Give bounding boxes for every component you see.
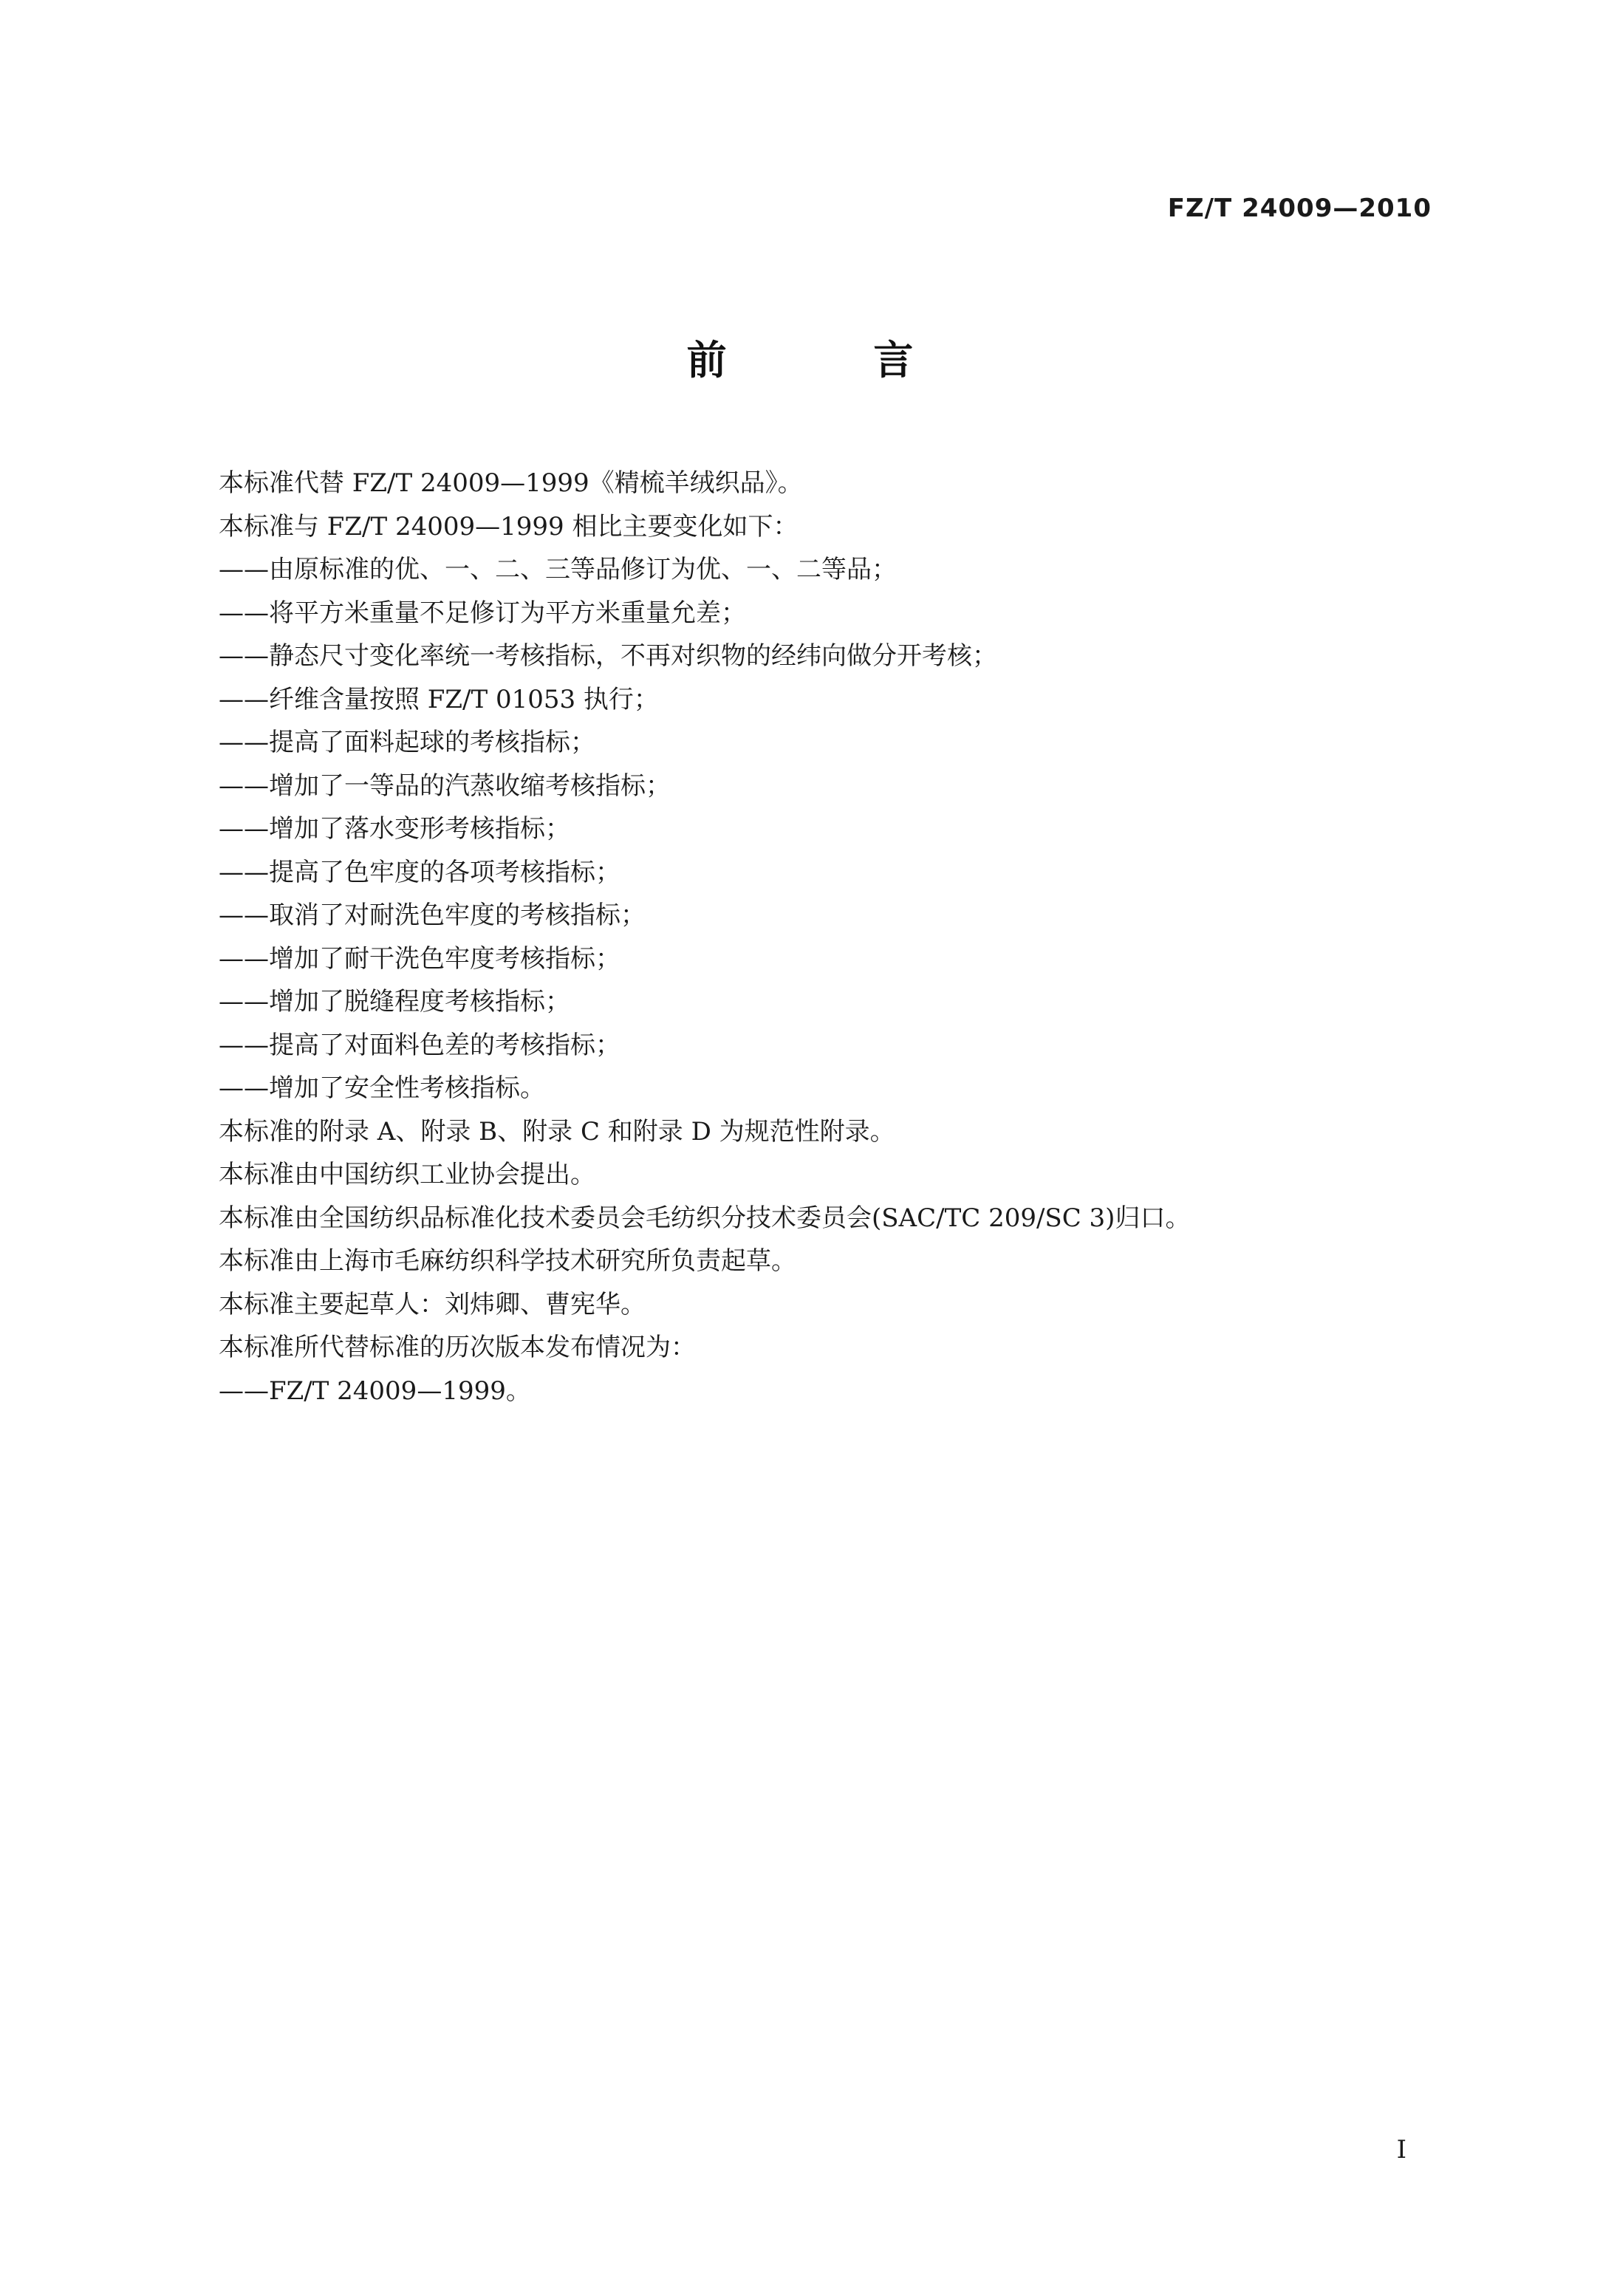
page-title: 前 言 [686, 337, 980, 383]
change-item: ——增加了安全性考核指标。 [219, 1073, 545, 1103]
paragraph: 本标准代替 FZ/T 24009—1999《精梳羊绒织品》。 [219, 468, 803, 498]
change-item: ——纤维含量按照 FZ/T 01053 执行； [219, 684, 659, 714]
change-item: ——静态尺寸变化率统一考核指标，不再对织物的经纬向做分开考核； [219, 641, 997, 671]
standard-code: FZ/T 24009—2010 [1167, 194, 1432, 223]
page-number: I [1396, 2135, 1406, 2165]
history-item: ——FZ/T 24009—1999。 [219, 1376, 531, 1406]
foreword-body [219, 462, 1445, 1412]
change-item: ——取消了对耐洗色牢度的考核指标； [219, 901, 646, 930]
paragraph: 本标准由中国纺织工业协会提出。 [219, 1160, 595, 1189]
change-item: ——由原标准的优、一、二、三等品修订为优、一、二等品； [219, 555, 897, 584]
change-item: ——提高了面料起球的考核指标； [219, 728, 595, 757]
paragraph: 本标准主要起草人：刘炜卿、曹宪华。 [219, 1289, 646, 1319]
paragraph: 本标准所代替标准的历次版本发布情况为： [219, 1333, 696, 1362]
change-item: ——增加了一等品的汽蒸收缩考核指标； [219, 771, 671, 801]
paragraph: 本标准由全国纺织品标准化技术委员会毛纺织分技术委员会(SAC/TC 209/SC 3)归口。 [219, 1203, 1191, 1233]
paragraph: 本标准由上海市毛麻纺织科学技术研究所负责起草。 [219, 1246, 796, 1276]
change-item: ——增加了落水变形考核指标； [219, 814, 570, 844]
change-item: ——增加了脱缝程度考核指标； [219, 987, 570, 1017]
change-item: ——将平方米重量不足修订为平方米重量允差； [219, 598, 746, 628]
change-item: ——增加了耐干洗色牢度考核指标； [219, 943, 620, 974]
change-item: ——提高了对面料色差的考核指标； [219, 1030, 620, 1060]
change-item: ——提高了色牢度的各项考核指标； [219, 857, 620, 887]
paragraph: 本标准与 FZ/T 24009—1999 相比主要变化如下： [219, 511, 799, 541]
paragraph: 本标准的附录 A、附录 B、附录 C 和附录 D 为规范性附录。 [219, 1116, 895, 1147]
